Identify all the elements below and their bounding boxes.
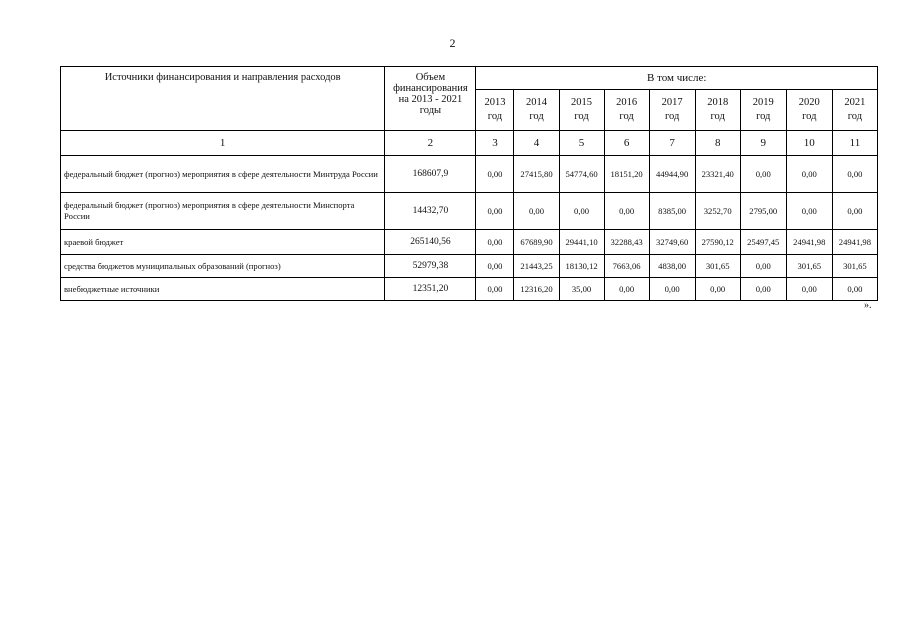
- page-number: 2: [449, 36, 456, 50]
- table-row: [61, 156, 878, 193]
- year-value: 27415,80: [514, 156, 559, 193]
- year-value: 12316,20: [514, 278, 559, 301]
- source-name: краевой бюджет: [61, 230, 385, 255]
- year-value: 29441,10: [559, 230, 604, 255]
- year-value: 8385,00: [649, 193, 695, 230]
- year-value: 35,00: [559, 278, 604, 301]
- year-value: 3252,70: [695, 193, 740, 230]
- financing-table: [60, 66, 878, 301]
- year-value: 301,65: [832, 255, 877, 278]
- year-value: 0,00: [476, 193, 514, 230]
- year-value: 0,00: [832, 156, 877, 193]
- column-number: 9: [740, 131, 786, 156]
- year-unit: год: [529, 111, 544, 122]
- header-year-2017: [649, 90, 695, 131]
- year-value: 25497,45: [740, 230, 786, 255]
- source-name: федеральный бюджет (прогноз) мероприятия в сфере деятельности Минтруда России: [61, 156, 385, 193]
- year-value: 0,00: [786, 156, 832, 193]
- source-name: федеральный бюджет (прогноз) мероприятия в сфере деятельности Минспорта России: [61, 193, 385, 230]
- year-label: 2020: [798, 97, 820, 108]
- header-year-2020: [786, 90, 832, 131]
- source-name: внебюджетные источники: [61, 278, 385, 301]
- year-value: 0,00: [476, 156, 514, 193]
- total-value: 12351,20: [385, 278, 476, 301]
- year-value: 0,00: [786, 278, 832, 301]
- header-year-2016: [604, 90, 649, 131]
- year-value: 0,00: [740, 255, 786, 278]
- year-value: 4838,00: [649, 255, 695, 278]
- year-value: 0,00: [786, 193, 832, 230]
- column-number: 4: [514, 131, 559, 156]
- year-value: 0,00: [649, 278, 695, 301]
- year-value: 21443,25: [514, 255, 559, 278]
- header-including: В том числе:: [476, 67, 878, 90]
- total-value: 52979,38: [385, 255, 476, 278]
- year-label: 2019: [752, 97, 774, 108]
- year-label: 2021: [844, 97, 866, 108]
- table-row: [61, 193, 878, 230]
- year-value: 0,00: [740, 278, 786, 301]
- column-number: 11: [832, 131, 877, 156]
- total-value: 14432,70: [385, 193, 476, 230]
- year-unit: год: [756, 111, 771, 122]
- header-year-2019: [740, 90, 786, 131]
- year-value: 23321,40: [695, 156, 740, 193]
- closing-quote-mark: ».: [864, 300, 872, 311]
- year-value: 0,00: [604, 278, 649, 301]
- year-value: 0,00: [476, 230, 514, 255]
- year-value: 18130,12: [559, 255, 604, 278]
- year-value: 24941,98: [832, 230, 877, 255]
- year-unit: год: [574, 111, 589, 122]
- year-value: 32288,43: [604, 230, 649, 255]
- year-unit: год: [710, 111, 725, 122]
- year-label: 2018: [707, 97, 729, 108]
- year-label: 2015: [571, 97, 593, 108]
- year-value: 301,65: [786, 255, 832, 278]
- column-number: 8: [695, 131, 740, 156]
- year-value: 27590,12: [695, 230, 740, 255]
- year-value: 18151,20: [604, 156, 649, 193]
- year-label: 2014: [526, 97, 547, 108]
- year-value: 0,00: [832, 193, 877, 230]
- total-value: 265140,56: [385, 230, 476, 255]
- year-label: 2017: [661, 97, 683, 108]
- year-value: 32749,60: [649, 230, 695, 255]
- column-number-row: [61, 131, 878, 156]
- year-value: 67689,90: [514, 230, 559, 255]
- column-number: 2: [385, 131, 476, 156]
- year-unit: год: [664, 111, 680, 122]
- column-number: 10: [786, 131, 832, 156]
- year-value: 24941,98: [786, 230, 832, 255]
- column-number: 5: [559, 131, 604, 156]
- header-row-top: [61, 67, 878, 90]
- column-number: 6: [604, 131, 649, 156]
- header-sources: Источники финансирования и направления расходов: [61, 67, 385, 131]
- total-value: 168607,9: [385, 156, 476, 193]
- year-value: 44944,90: [649, 156, 695, 193]
- header-year-2013: [476, 90, 514, 131]
- column-number: 3: [476, 131, 514, 156]
- year-unit: год: [847, 111, 863, 122]
- year-value: 0,00: [476, 278, 514, 301]
- year-value: 0,00: [476, 255, 514, 278]
- table-row: [61, 278, 878, 301]
- year-value: 0,00: [559, 193, 604, 230]
- header-year-2021: [832, 90, 877, 131]
- header-year-2018: [695, 90, 740, 131]
- year-label: 2013: [484, 97, 506, 108]
- year-value: 2795,00: [740, 193, 786, 230]
- year-value: 0,00: [740, 156, 786, 193]
- year-value: 301,65: [695, 255, 740, 278]
- year-unit: год: [487, 111, 503, 122]
- year-value: 0,00: [604, 193, 649, 230]
- column-number: 1: [61, 131, 385, 156]
- year-value: 0,00: [514, 193, 559, 230]
- table-row: [61, 255, 878, 278]
- header-year-2015: [559, 90, 604, 131]
- header-year-2014: [514, 90, 559, 131]
- year-label: 2016: [616, 97, 638, 108]
- column-number: 7: [649, 131, 695, 156]
- year-value: 7663,06: [604, 255, 649, 278]
- year-value: 0,00: [832, 278, 877, 301]
- year-unit: год: [802, 111, 817, 122]
- header-volume: Объем финансирования на 2013 - 2021 годы: [385, 67, 476, 131]
- year-unit: год: [619, 111, 634, 122]
- year-value: 0,00: [695, 278, 740, 301]
- table-row: [61, 230, 878, 255]
- year-value: 54774,60: [559, 156, 604, 193]
- source-name: средства бюджетов муниципальных образований (прогноз): [61, 255, 385, 278]
